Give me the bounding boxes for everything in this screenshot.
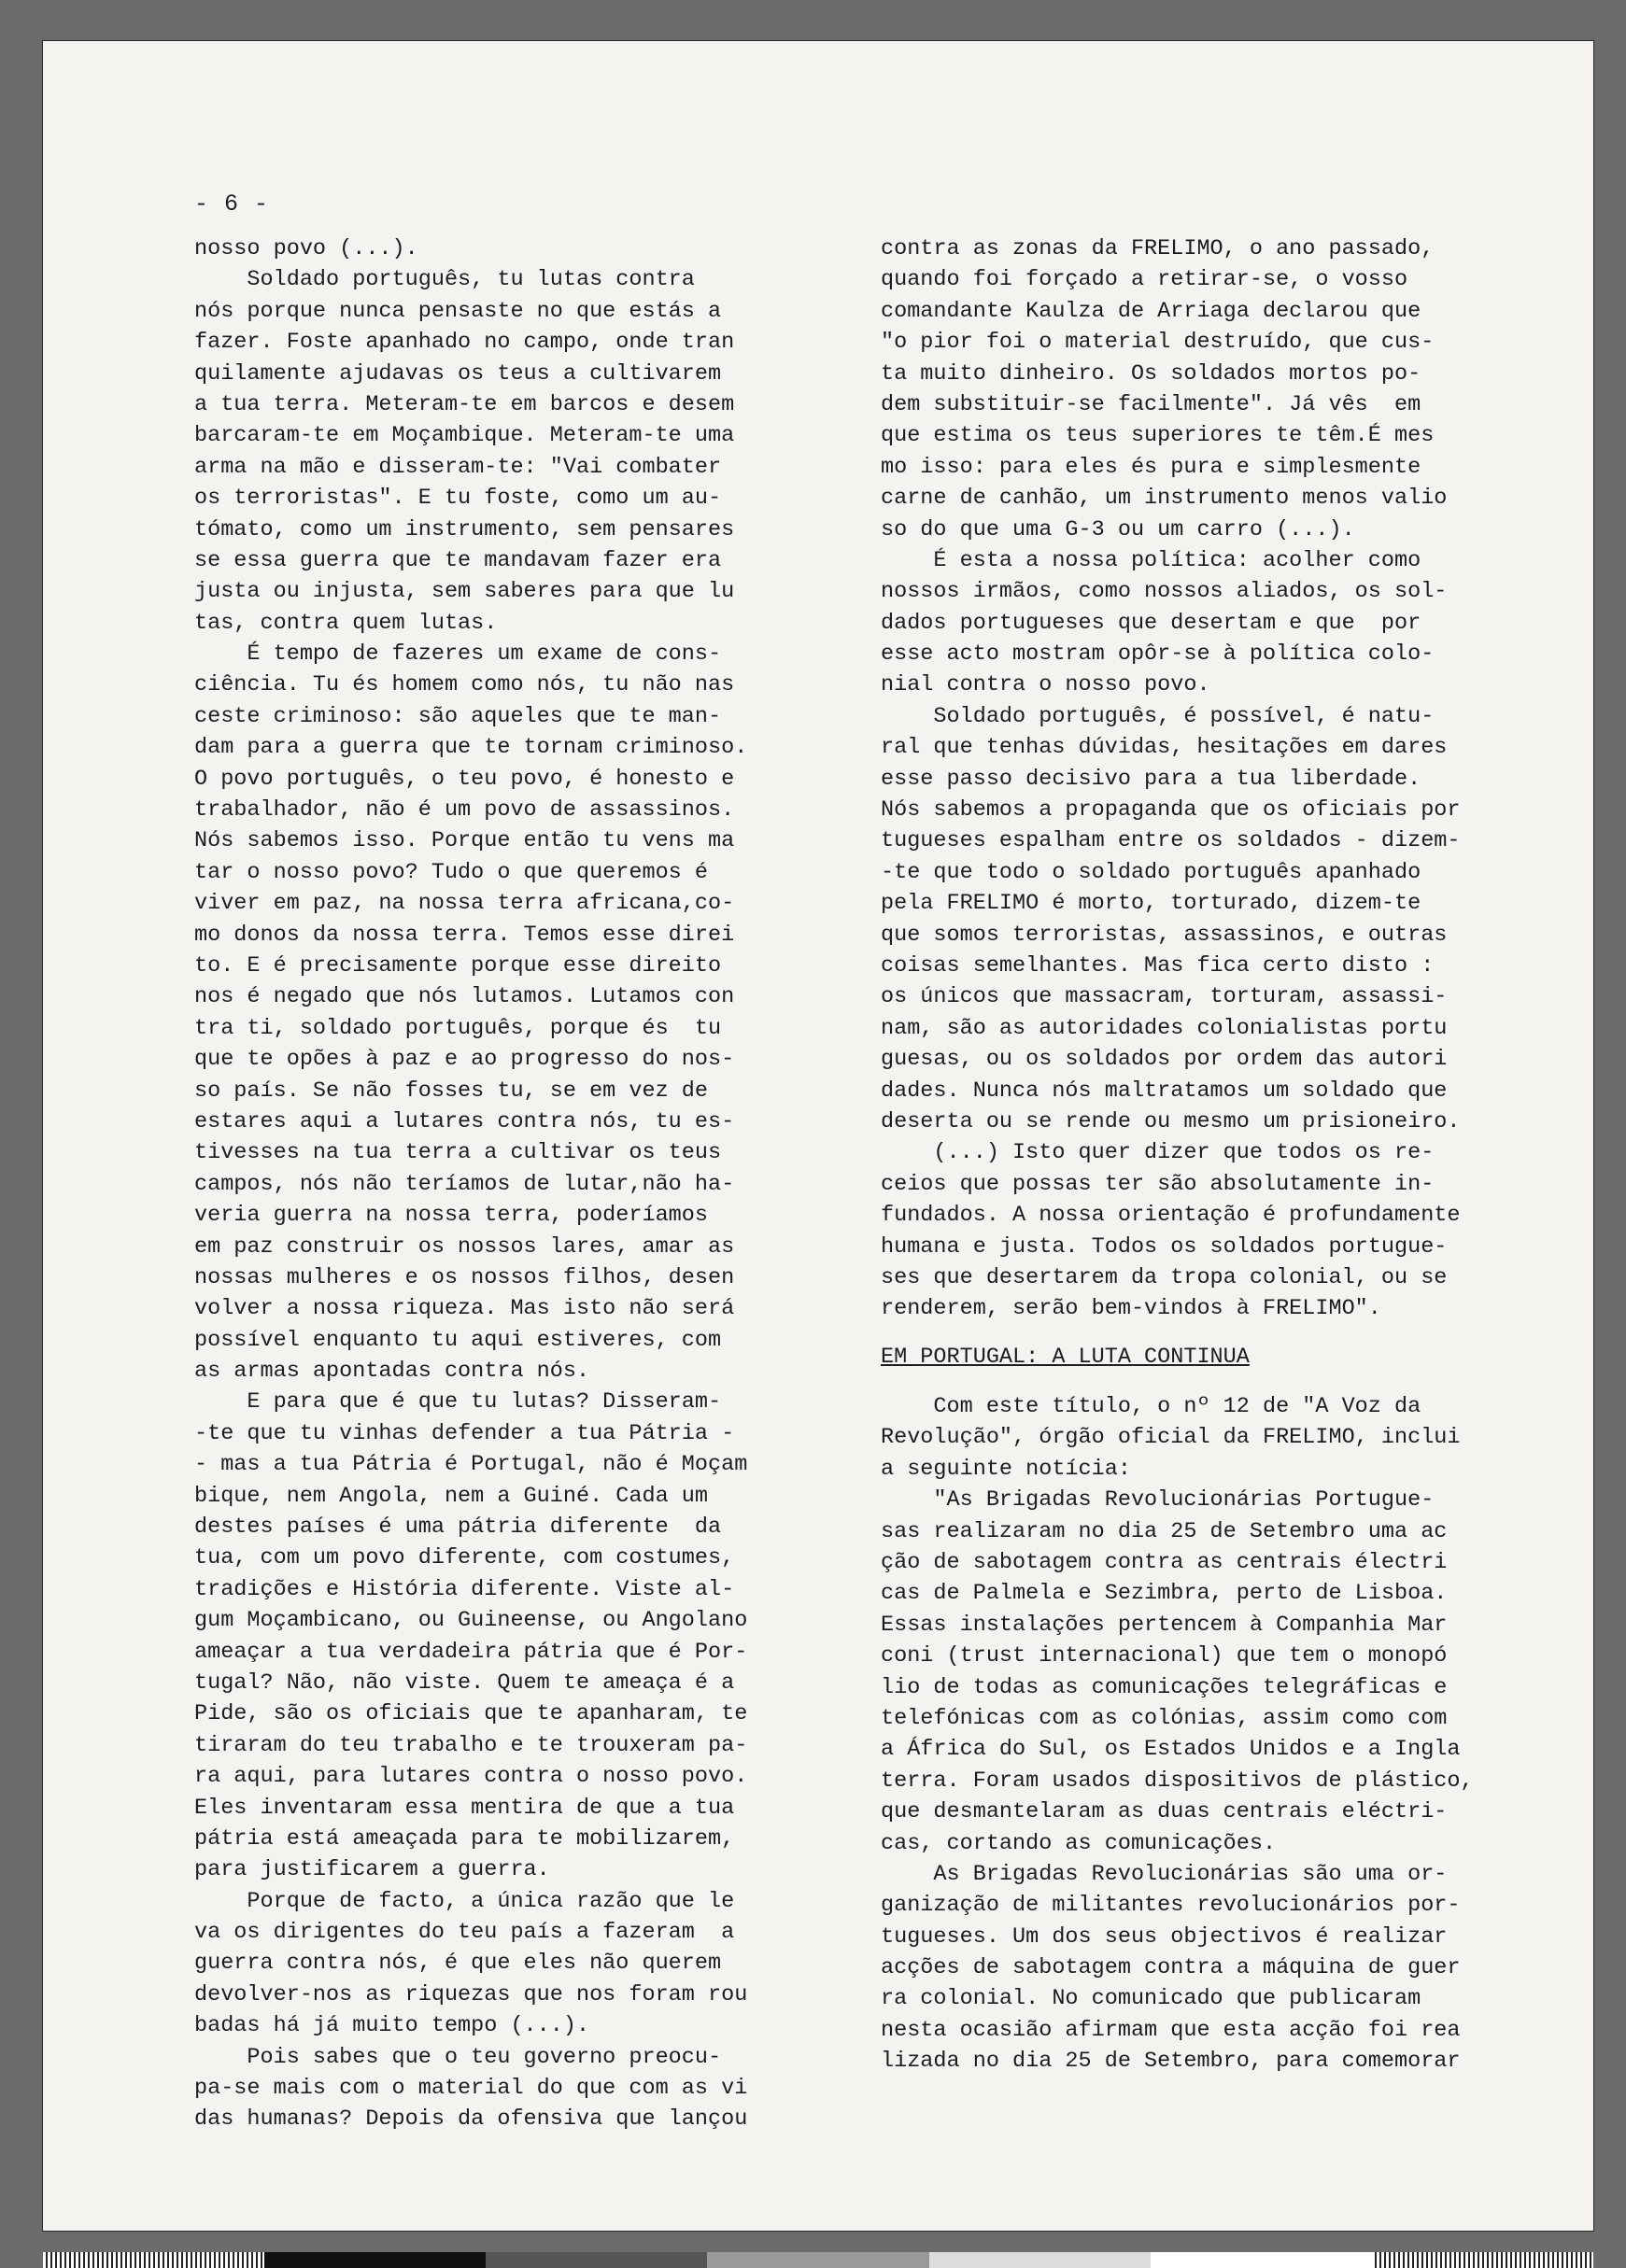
text-line: É tempo de fazeres um exame de cons- [194,641,722,668]
text-line: dam para a guerra que te tornam criminoso. [194,735,748,761]
text-line: lio de todas as comunicações telegráficas e [881,1674,1448,1700]
left-text-column [194,233,839,2135]
text-line: ganização de militantes revolucionários por- [881,1893,1461,1919]
text-line: estares aqui a lutares contra nós, tu es- [194,1108,735,1134]
text-line: -te que tu vinhas defender a tua Pátria - [194,1420,735,1446]
text-line: ção de sabotagem contra as centrais électri [881,1550,1448,1576]
text-line: que desmantelaram as duas centrais eléctri- [881,1799,1448,1825]
text-line: justa ou injusta, sem saberes para que lu [194,579,735,605]
text-line: tómato, como um instrumento, sem pensares [194,516,735,542]
text-line: a África do Sul, os Estados Unidos e a Ingla [881,1737,1461,1763]
text-line: tradições e História diferente. Viste al- [194,1576,735,1602]
text-line: viver em paz, na nossa terra africana,co- [194,891,735,917]
text-line: ra aqui, para lutares contra o nosso povo. [194,1764,748,1790]
text-line: nam, são as autoridades colonialistas portu [881,1015,1448,1041]
text-line: que somos terroristas, assassinos, e outras [881,922,1448,948]
text-line: pátria está ameaçada para te mobilizarem, [194,1825,735,1852]
text-line: badas há já muito tempo (...). [194,2013,590,2039]
color-patch [1151,2252,1372,2268]
color-calibration-strip [43,2252,1593,2268]
text-line: em paz construir os nossos lares, amar as [194,1233,735,1260]
text-line: Nós sabemos a propaganda que os oficiais por [881,797,1461,824]
text-line: - mas a tua Pátria é Portugal, não é Moçam [194,1452,748,1478]
text-line: ral que tenhas dúvidas, hesitações em dares [881,735,1448,761]
text-line: pela FRELIMO é morto, torturado, dizem-te [881,891,1421,917]
text-line: devolver-nos as riquezas que nos foram rou [194,1981,748,2007]
text-line: fazer. Foste apanhado no campo, onde tran [194,330,735,356]
text-line: va os dirigentes do teu país a fazeram a [194,1920,735,1946]
text-line: tua, com um povo diferente, com costumes, [194,1545,735,1571]
text-line: coni (trust internacional) que tem o monopó [881,1643,1448,1669]
text-line: Revolução", órgão oficial da FRELIMO, inclui [881,1425,1461,1451]
text-line: esse passo decisivo para a tua liberdade. [881,766,1421,792]
text-line: ciência. Tu és homem como nós, tu não nas [194,672,735,698]
text-line: das humanas? Depois da ofensiva que lançou [194,2106,748,2133]
text-line: possível enquanto tu aqui estiveres, com [194,1327,722,1353]
text-line: a tua terra. Meteram-te em barcos e desem [194,391,735,417]
text-line: mo donos da nossa terra. Temos esse direi [194,922,735,948]
text-line: coisas semelhantes. Mas fica certo disto : [881,952,1435,979]
color-patch [929,2252,1151,2268]
color-patch [707,2252,928,2268]
text-line: que estima os teus superiores te têm.É mes [881,423,1435,449]
text-line: Essas instalações pertencem à Companhia Mar [881,1612,1448,1638]
text-line: Com este título, o nº 12 de "A Voz da [881,1394,1421,1420]
text-line: quilamente ajudavas os teus a cultivarem [194,360,722,387]
text-line: ameaçar a tua verdadeira pátria que é Por- [194,1639,748,1665]
text-line: barcaram-te em Moçambique. Meteram-te uma [194,423,735,449]
text-line: (...) Isto quer dizer que todos os re- [881,1140,1435,1166]
text-line: guesas, ou os soldados por ordem das autori [881,1047,1448,1073]
text-line: quando foi forçado a retirar-se, o vosso [881,267,1408,293]
text-line: sas realizaram no dia 25 de Setembro uma ac [881,1518,1448,1544]
text-line: tiraram do teu trabalho e te trouxeram pa- [194,1732,748,1758]
text-line: trabalhador, não é um povo de assassinos. [194,797,735,824]
text-line: Nós sabemos isso. Porque então tu vens ma [194,828,735,854]
text-line: Soldado português, é possível, é natu- [881,703,1435,729]
text-line: destes países é uma pátria diferente da [194,1514,722,1541]
text-line: ceste criminoso: são aqueles que te man- [194,703,722,729]
text-line: contra as zonas da FRELIMO, o ano passado, [881,236,1435,261]
right-column-bottom-text [881,1391,1572,2078]
text-line: nesta ocasião afirmam que esta acção foi rea [881,2017,1461,2043]
text-line: gum Moçambicano, ou Guineense, ou Angolano [194,1608,748,1634]
text-line: cas, cortando as comunicações. [881,1830,1277,1856]
text-line: renderem, serão bem-vindos à FRELIMO". [881,1296,1381,1322]
right-column-top-text [881,233,1572,1325]
text-line: esse acto mostram opôr-se à política colo- [881,641,1435,668]
text-line: dem substituir-se facilmente". Já vês em [881,391,1421,417]
text-line: O povo português, o teu povo, é honesto e [194,766,735,792]
text-line: nos é negado que nós lutamos. Lutamos con [194,984,735,1010]
text-line: pa-se mais com o material do que com as vi [194,2076,748,2102]
text-line: ceios que possas ter são absolutamente in- [881,1171,1435,1197]
text-line: so país. Se não fosses tu, se em vez de [194,1078,708,1104]
text-line: tar o nosso povo? Tudo o que queremos é [194,859,708,885]
text-line: tra ti, soldado português, porque és tu [194,1015,722,1041]
text-line: nós porque nunca pensaste no que estás a [194,298,722,324]
text-line: As Brigadas Revolucionárias são uma or- [881,1861,1448,1887]
text-line: nossas mulheres e os nossos filhos, desen [194,1264,735,1290]
text-line: carne de canhão, um instrumento menos valio [881,486,1448,512]
text-line: tugueses espalham entre os soldados - dizem- [881,828,1461,854]
text-line: telefónicas com as colónias, assim como com [881,1705,1448,1731]
text-line: Soldado português, tu lutas contra [194,267,695,293]
text-line: "As Brigadas Revolucionárias Portugue- [881,1487,1435,1514]
text-line: comandante Kaulza de Arriaga declarou que [881,298,1421,324]
text-line: E para que é que tu lutas? Disseram- [194,1389,722,1416]
text-line: Pide, são os oficiais que te apanharam, te [194,1701,748,1727]
text-line: to. E é precisamente porque esse direito [194,952,722,979]
page-number: - 6 - [194,190,270,218]
text-line: -te que todo o soldado português apanhado [881,859,1421,885]
text-line: fundados. A nossa orientação é profundamente [881,1203,1461,1229]
text-line: ses que desertarem da tropa colonial, ou se [881,1264,1448,1290]
text-line: humana e justa. Todos os soldados portugue- [881,1233,1448,1260]
text-line: ra colonial. No comunicado que publicaram [881,1986,1421,2012]
text-line: tugal? Não, não viste. Quem te ameaça é a [194,1669,735,1696]
text-line: bique, nem Angola, nem a Guiné. Cada um [194,1483,708,1509]
text-line: volver a nossa riqueza. Mas isto não será [194,1296,735,1322]
text-line: tas, contra quem lutas. [194,610,498,636]
text-line: nial contra o nosso povo. [881,672,1210,698]
section-heading: EM PORTUGAL: A LUTA CONTINUA [881,1344,1250,1370]
text-line: mo isso: para eles és pura e simplesmente [881,454,1421,480]
text-line: veria guerra na nossa terra, poderíamos [194,1203,708,1229]
text-line: os únicos que massacram, torturam, assassi- [881,984,1448,1010]
text-line: guerra contra nós, é que eles não querem [194,1951,722,1977]
text-line: as armas apontadas contra nós. [194,1359,590,1385]
text-line: lizada no dia 25 de Setembro, para comemorar [881,2049,1461,2075]
text-line: deserta ou se rende ou mesmo um prisioneiro. [881,1108,1461,1134]
text-line: dados portugueses que desertam e que por [881,610,1421,636]
text-line: nossos irmãos, como nossos aliados, os sol- [881,579,1448,605]
text-line: a seguinte notícia: [881,1456,1131,1482]
text-line: arma na mão e disseram-te: "Vai combater [194,454,722,480]
text-line: Porque de facto, a única razão que le [194,1888,735,1914]
text-line: tivesses na tua terra a cultivar os teus [194,1140,722,1166]
text-line: terra. Foram usados dispositivos de plástico, [881,1768,1474,1794]
ruler-segment [43,2252,264,2268]
text-line: dades. Nunca nós maltratamos um soldado que [881,1078,1448,1104]
text-line: que te opões à paz e ao progresso do nos- [194,1047,735,1073]
text-line: tugueses. Um dos seus objectivos é realizar [881,1923,1448,1950]
color-patch [264,2252,486,2268]
document-page [43,41,1593,2231]
text-line: so do que uma G-3 ou um carro (...). [881,516,1355,542]
text-line: campos, nós não teríamos de lutar,não ha- [194,1171,735,1197]
text-line: para justificarem a guerra. [194,1857,550,1883]
text-line: ta muito dinheiro. Os soldados mortos po- [881,360,1421,387]
text-line: se essa guerra que te mandavam fazer era [194,547,722,573]
text-line: os terroristas". E tu foste, como um au- [194,486,722,512]
right-text-column [881,233,1572,2078]
color-patch [486,2252,707,2268]
text-line: acções de sabotagem contra a máquina de guer [881,1955,1461,1981]
text-line: Pois sabes que o teu governo preocu- [194,2044,722,2070]
text-line: Eles inventaram essa mentira de que a tua [194,1795,735,1821]
ruler-segment [1372,2252,1593,2268]
text-line: É esta a nossa política: acolher como [881,547,1421,573]
text-line: "o pior foi o material destruído, que cus- [881,330,1435,356]
text-line: cas de Palmela e Sezimbra, perto de Lisboa. [881,1581,1448,1607]
text-line: nosso povo (...). [194,236,418,261]
